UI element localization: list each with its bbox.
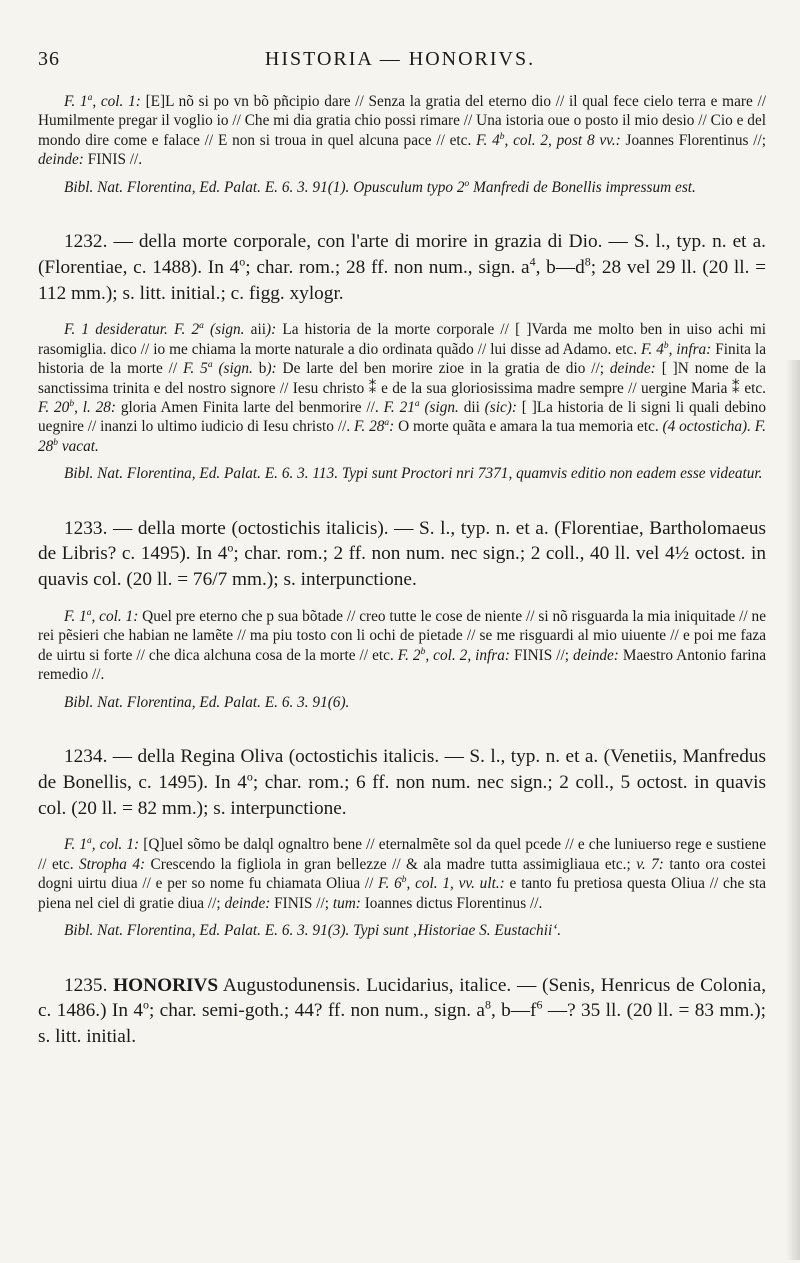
text-segment: 8: [584, 254, 591, 269]
text-segment: a: [199, 321, 204, 332]
text-segment: [Q]uel sõmo be dalql ognaltro bene // eternalmẽte sol da quel pcede // e che luniuerso rege e sustiene // etc.: [38, 836, 766, 873]
running-title: HISTORIA — HONORIVS.: [264, 48, 536, 70]
text-segment: b: [69, 398, 75, 409]
text-segment: F. 4: [641, 340, 664, 358]
text-segment: Crescendo la figliola in gran bellezze // & ala madre tutta assimigliaua etc.;: [150, 855, 637, 873]
text-segment: a: [384, 418, 390, 429]
text-segment: F. 20: [38, 399, 70, 417]
text-segment: v. 7:: [636, 855, 670, 873]
catalogue-entry-e1232: [38, 229, 766, 306]
text-segment: F. 21: [383, 399, 415, 417]
text-segment: 1234. — della Regina Oliva (octostichis italicis. — S. l., typ. n. et a. (Venetiis, Manfredus de Bonellis, c. 1495). In 4: [38, 746, 766, 793]
text-segment: aii: [250, 321, 266, 339]
text-segment: o: [239, 254, 246, 269]
text-segment: F. 5: [183, 360, 208, 378]
bibliography-note-e1232-bibl: [38, 464, 766, 483]
catalogue-body: [38, 92, 766, 1064]
text-segment: Bibl. Nat. Florentina, Ed. Palat. E. 6. 3. 91(1). Opusculum typo 2: [64, 178, 465, 196]
text-segment: Finita la historia de la morte //: [38, 340, 766, 378]
text-segment: b: [499, 131, 505, 142]
text-segment: o: [246, 769, 253, 784]
text-segment: O morte quãta e amara la tua memoria etc.: [398, 418, 663, 436]
text-segment: La historia de la morte corporale // [ ]Varda me molto ben in uiso achi mi rasomiglia. dico // io me chiama la morte naturale a dio ordinata quãdo // lui disse ad Adamo. etc.: [38, 321, 766, 358]
text-segment: FINIS //;: [514, 646, 574, 664]
text-segment: Joannes Florentinus //;: [625, 131, 766, 149]
text-segment: b: [258, 360, 267, 378]
text-segment: FINIS //;: [274, 894, 333, 912]
text-segment: ; char. rom.; 28 ff. non num., sign. a: [245, 256, 530, 278]
bibliography-note-e1234-bibl: [38, 921, 766, 940]
text-segment: F. 1 desideratur. F. 2: [64, 321, 200, 339]
text-segment: ; char. semi-goth.; 44? ff. non num., sign. a: [148, 1000, 485, 1022]
text-segment: deinde:: [609, 360, 662, 378]
text-segment: tum:: [332, 894, 365, 912]
incipit-note-p1-note: [38, 92, 766, 170]
text-segment: Ioannes dictus Florentinus //.: [364, 894, 543, 912]
text-segment: vacat.: [58, 437, 99, 455]
text-segment: ; char. rom.; 2 ff. non num. nec sign.; 2 coll., 40 ll. vel 4½ octost. in quavis col. (20 ll. = 76/7 mm.); s. interpunctione.: [38, 543, 766, 591]
text-segment: F. 2: [397, 646, 421, 664]
text-segment: o: [464, 178, 470, 189]
text-segment: Bibl. Nat. Florentina, Ed. Palat. E. 6. 3. 91(3). Typi sunt ‚Historiae S. Eustachii‘.: [64, 922, 562, 940]
text-segment: Quel pre eterno che p sua bõtade // creo tutte le cose de niente // si nõ risguarda la mia iniquitade // ne rei pẽsieri che habian ne lamẽte // ma piu tosto con li ochi de pietade // se me risguardi al mio uiuente // e poi me faza de uirtu si forte // che dica alchuna cosa de la morte // etc.: [38, 608, 766, 664]
text-segment: 8: [484, 997, 491, 1012]
text-segment: Stropha 4:: [79, 855, 151, 873]
text-segment: , col. 2, post 8 vv.:: [504, 131, 626, 149]
bibliography-note-p1-bibl: [38, 178, 766, 197]
text-segment: , col. 1:: [91, 836, 144, 854]
text-segment: , infra:: [668, 340, 716, 358]
text-segment: , l. 28:: [74, 399, 121, 417]
text-segment: F. 6: [378, 875, 402, 893]
text-segment: 1235.: [64, 974, 114, 996]
text-segment: 4: [529, 254, 536, 269]
text-segment: b: [53, 437, 59, 448]
catalogue-entry-e1233: [38, 516, 766, 593]
text-segment: ; 28 vel 29 ll. (20 ll. = 112 mm.); s. litt. initial.; c. figg. xylogr.: [38, 256, 767, 304]
text-segment: , b—f: [490, 1000, 537, 1022]
incipit-note-e1234-note: [38, 835, 766, 913]
text-segment: , b—d: [535, 256, 585, 278]
text-segment: b: [663, 340, 669, 351]
text-segment: Bibl. Nat. Florentina, Ed. Palat. E. 6. 3. 91(6).: [64, 693, 350, 711]
text-segment: a: [87, 836, 92, 847]
text-segment: a: [87, 92, 93, 103]
text-segment: (sign.: [203, 321, 251, 339]
text-segment: Manfredi de Bonellis impressum est.: [469, 178, 696, 196]
text-segment: gloria Amen Finita larte del benmorire //.: [120, 399, 384, 417]
text-segment: (4 octosticha). F. 28: [38, 418, 766, 455]
text-segment: [E]L nõ si po vn bõ pñcipio dare // Senza la gratia del eterno dio // il qual fece cielo terra e mare // Humilmente pregar il voglio io // Che mi dia gratia chio possi rimare // Una istoria oue o posto il mio desio // Cio e del mondo dire come e falace // E non si troua in quel alcuna pace // etc.: [38, 93, 766, 149]
text-segment: e tanto fu pretiosa questa Oliua // che sta piena nel ciel di gratie diua //;: [38, 875, 767, 912]
text-segment: [ ]N nome de la sanctissima trinita e del nostro signore // Iesu christo ⁑ e de la sua gloriosissima madre sempre // uergine Maria ⁑ etc.: [38, 360, 766, 397]
text-segment: a: [414, 398, 420, 409]
text-segment: a: [86, 607, 92, 618]
text-segment: F. 1: [64, 608, 87, 626]
text-segment: (sign.: [212, 360, 259, 378]
catalogue-entry-e1235: [38, 973, 766, 1050]
catalogue-entry-e1234: [38, 744, 766, 821]
text-segment: , col. 1:: [91, 608, 143, 626]
scan-edge-shadow: [786, 360, 800, 1260]
text-segment: Maestro Antonio farina remedio //.: [38, 646, 766, 684]
text-segment: b: [401, 875, 407, 886]
text-segment: , col. 1, vv. ult.:: [406, 875, 510, 893]
text-segment: (sign.: [419, 399, 464, 417]
text-segment: deinde:: [224, 894, 275, 912]
text-segment: 6: [536, 997, 543, 1012]
text-segment: b: [420, 646, 426, 657]
text-segment: ):: [266, 360, 283, 378]
bibliography-note-e1233-bibl: [38, 693, 766, 712]
text-segment: (sic):: [479, 399, 522, 417]
text-segment: [ ]La historia de li signi li quali debino uegnire // inanzi lo ultimo iudicio di Iesu christo //.: [38, 399, 766, 436]
text-segment: F. 28: [354, 418, 385, 436]
text-segment: ):: [265, 321, 283, 339]
incipit-note-e1233-note: [38, 607, 766, 685]
text-segment: tanto ora costei dogni uirtu diua // e per so nome fu chiamata Oliua //: [38, 855, 766, 893]
text-segment: De larte del ben morire zioe in la gratia de dio //;: [282, 360, 610, 378]
page-number: 36: [38, 48, 60, 70]
text-segment: Bibl. Nat. Florentina, Ed. Palat. E. 6. 3. 113. Typi sunt Proctori nri 7371, quamvis editio non eadem esse videatur.: [64, 465, 763, 483]
text-segment: , col. 1:: [92, 93, 146, 110]
text-segment: —? 35 ll. (20 ll. = 83 mm.); s. litt. initial.: [38, 1000, 767, 1048]
text-segment: HONORIVS: [113, 974, 219, 996]
text-segment: dii: [463, 399, 480, 417]
text-segment: FINIS //.: [87, 151, 143, 169]
text-segment: Augustodunensis. Lucidarius, italice. — (Senis, Henricus de Colonia, c. 1486.) In 4: [38, 974, 767, 1022]
text-segment: 1233. — della morte (octostichis italicis). — S. l., typ. n. et a. (Florentiae, Bartholomaeus de Libris? c. 1495). In 4: [38, 517, 766, 565]
text-segment: a: [207, 360, 213, 371]
text-segment: :: [389, 418, 399, 436]
text-segment: deinde:: [573, 646, 623, 664]
text-segment: deinde:: [38, 151, 88, 169]
text-segment: ; char. rom.; 6 ff. non num. nec sign.; 2 coll., 5 octost. in quavis col. (20 ll. = 82 mm.); s. interpunctione.: [38, 771, 766, 819]
text-segment: F. 4: [476, 131, 500, 149]
text-segment: 1232. — della morte corporale, con l'arte di morire in grazia di Dio. — S. l., typ. n. et a. (Florentiae, c. 1488). In 4: [38, 231, 766, 278]
page-header: [0, 48, 800, 78]
text-segment: , col. 2, infra:: [425, 646, 514, 664]
text-segment: F. 1: [64, 93, 88, 110]
text-segment: o: [142, 997, 149, 1012]
text-segment: o: [227, 541, 234, 556]
text-segment: F. 1: [64, 836, 87, 854]
incipit-note-e1232-note: [38, 320, 766, 456]
